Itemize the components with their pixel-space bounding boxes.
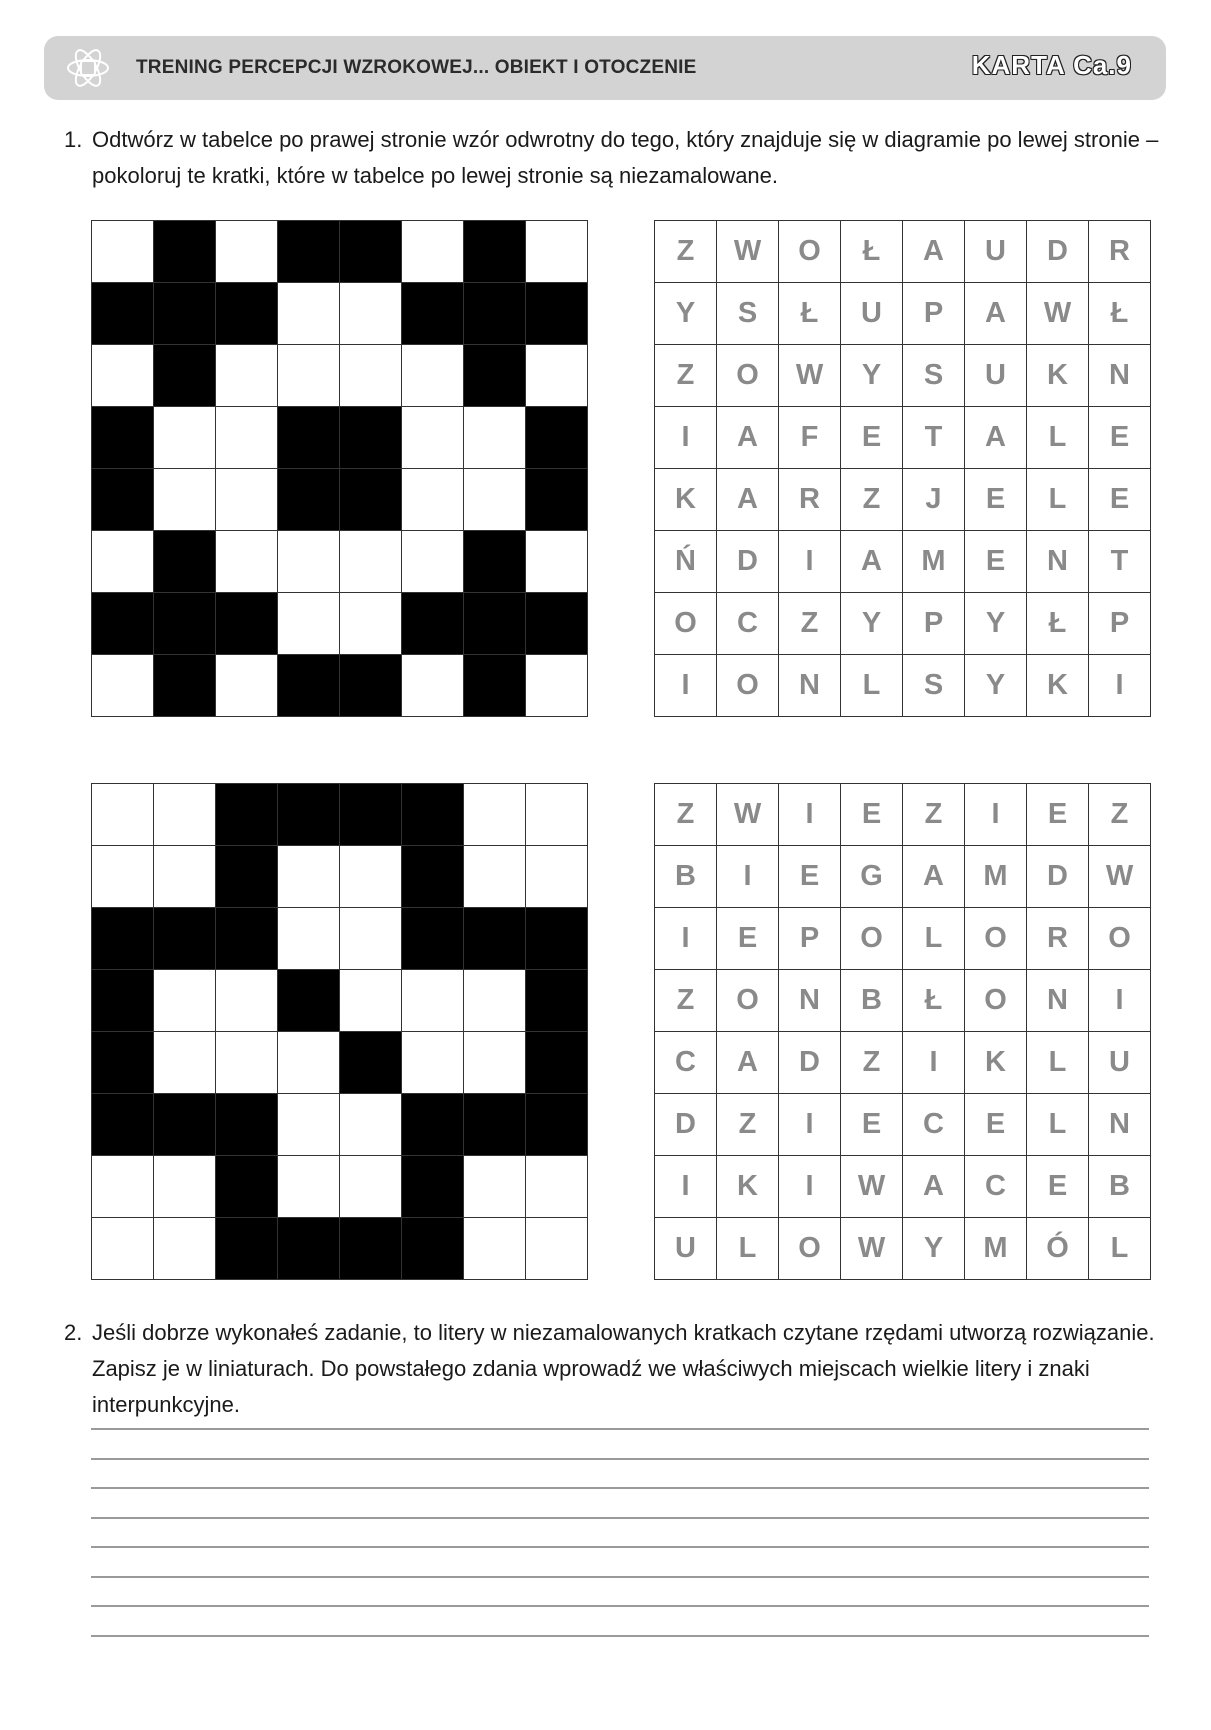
letter-cell[interactable]: E (841, 784, 903, 846)
letter-cell[interactable]: L (841, 655, 903, 717)
pattern-cell (464, 1218, 526, 1280)
pattern-cell (278, 407, 340, 469)
letter-cell[interactable]: E (717, 908, 779, 970)
letter-cell[interactable]: I (779, 531, 841, 593)
pattern-cell (92, 345, 154, 407)
letter-cell[interactable]: N (1089, 1094, 1151, 1156)
pattern-cell (154, 908, 216, 970)
letter-cell[interactable]: G (841, 846, 903, 908)
pattern-cell (92, 655, 154, 717)
letter-cell[interactable]: K (1027, 655, 1089, 717)
letter-cell[interactable]: D (779, 1032, 841, 1094)
letter-cell[interactable]: A (717, 1032, 779, 1094)
pattern-cell (340, 784, 402, 846)
letter-cell[interactable]: K (717, 1156, 779, 1218)
pattern-cell (92, 1156, 154, 1218)
letter-cell[interactable]: I (1089, 655, 1151, 717)
letter-cell[interactable]: C (717, 593, 779, 655)
pattern-cell (278, 908, 340, 970)
letter-cell[interactable]: W (841, 1156, 903, 1218)
answer-line[interactable] (91, 1487, 1149, 1489)
letter-cell[interactable]: B (841, 970, 903, 1032)
pattern-cell (340, 221, 402, 283)
pattern-cell (154, 1156, 216, 1218)
pattern-cell (154, 655, 216, 717)
letter-cell[interactable]: O (779, 1218, 841, 1280)
pattern-cell (154, 970, 216, 1032)
letter-cell[interactable]: S (903, 655, 965, 717)
pattern-cell (464, 846, 526, 908)
letter-cell[interactable]: P (1089, 593, 1151, 655)
letter-cell[interactable]: U (841, 283, 903, 345)
worksheet-title: TRENING PERCEPCJI WZROKOWEJ... OBIEKT I OTOCZENIE (136, 57, 697, 78)
pattern-cell (340, 283, 402, 345)
letter-cell[interactable]: W (1027, 283, 1089, 345)
pattern-cell (216, 345, 278, 407)
letter-cell[interactable]: D (1027, 221, 1089, 283)
pattern-cell (216, 221, 278, 283)
answer-line[interactable] (91, 1576, 1149, 1578)
letter-cell[interactable]: I (779, 1094, 841, 1156)
letter-cell[interactable]: W (1089, 846, 1151, 908)
letter-cell[interactable]: M (965, 846, 1027, 908)
task-2-number: 2. (64, 1320, 83, 1345)
pattern-cell (340, 345, 402, 407)
letter-cell[interactable]: J (903, 469, 965, 531)
letter-cell[interactable]: A (903, 221, 965, 283)
pattern-cell (216, 1032, 278, 1094)
pattern-cell (402, 784, 464, 846)
card-id: KARTA Ca.9 (971, 50, 1132, 80)
pattern-cell (402, 1218, 464, 1280)
pattern-cell (154, 469, 216, 531)
letter-cell[interactable]: W (717, 221, 779, 283)
letter-cell[interactable]: Y (965, 655, 1027, 717)
pattern-cell (154, 531, 216, 593)
letter-cell[interactable]: Y (655, 283, 717, 345)
pattern-cell (526, 784, 588, 846)
letter-cell[interactable]: P (903, 283, 965, 345)
pattern-cell (216, 1094, 278, 1156)
answer-line[interactable] (91, 1428, 1149, 1430)
pattern-cell (340, 531, 402, 593)
pattern-cell (92, 283, 154, 345)
letter-cell[interactable]: W (779, 345, 841, 407)
pattern-cell (340, 655, 402, 717)
letter-cell[interactable]: O (717, 655, 779, 717)
pattern-cell (278, 846, 340, 908)
letter-cell[interactable]: N (1027, 531, 1089, 593)
letter-cell[interactable]: D (717, 531, 779, 593)
pattern-cell (92, 593, 154, 655)
pattern-cell (526, 531, 588, 593)
letter-cell[interactable]: L (1027, 1094, 1089, 1156)
pattern-cell (464, 1156, 526, 1218)
letter-cell[interactable]: W (717, 784, 779, 846)
pattern-cell (402, 846, 464, 908)
pattern-cell (278, 784, 340, 846)
pattern-cell (92, 970, 154, 1032)
pattern-cell (464, 531, 526, 593)
letter-cell[interactable]: Z (655, 345, 717, 407)
letter-cell[interactable]: B (1089, 1156, 1151, 1218)
pattern-cell (464, 221, 526, 283)
letter-cell[interactable]: E (841, 407, 903, 469)
pattern-cell (216, 469, 278, 531)
letter-cell[interactable]: O (655, 593, 717, 655)
letter-cell[interactable]: A (841, 531, 903, 593)
letter-cell[interactable]: A (903, 1156, 965, 1218)
pattern-cell (278, 1218, 340, 1280)
letter-cell[interactable]: F (779, 407, 841, 469)
letter-cell[interactable]: Z (841, 469, 903, 531)
pattern-cell (216, 1156, 278, 1218)
pattern-cell (464, 1094, 526, 1156)
pattern-cell (402, 908, 464, 970)
pattern-cell (216, 283, 278, 345)
pattern-cell (278, 1032, 340, 1094)
pattern-cell (278, 593, 340, 655)
pattern-cell (278, 1156, 340, 1218)
letter-cell[interactable]: T (903, 407, 965, 469)
task-1-number: 1. (64, 127, 83, 152)
letter-cell[interactable]: R (779, 469, 841, 531)
letter-cell[interactable]: O (717, 970, 779, 1032)
pattern-cell (464, 407, 526, 469)
pattern-cell (278, 221, 340, 283)
pattern-cell (92, 908, 154, 970)
letter-cell[interactable]: A (965, 283, 1027, 345)
answer-line[interactable] (91, 1458, 1149, 1460)
pattern-cell (340, 970, 402, 1032)
pattern-cell (402, 655, 464, 717)
pattern-cell (92, 846, 154, 908)
letter-cell[interactable]: N (1089, 345, 1151, 407)
pattern-cell (216, 531, 278, 593)
letter-cell[interactable]: O (717, 345, 779, 407)
pattern-cell (340, 846, 402, 908)
letter-cell[interactable]: L (717, 1218, 779, 1280)
letter-cell[interactable]: E (1089, 407, 1151, 469)
letter-grid-1 (654, 220, 1151, 717)
pattern-cell (154, 593, 216, 655)
pattern-cell (216, 846, 278, 908)
pattern-cell (278, 345, 340, 407)
pattern-cell (402, 531, 464, 593)
pattern-cell (154, 407, 216, 469)
letter-cell[interactable]: A (965, 407, 1027, 469)
pattern-cell (340, 908, 402, 970)
pattern-cell (92, 1032, 154, 1094)
letter-cell[interactable]: Ń (655, 531, 717, 593)
pattern-cell (216, 970, 278, 1032)
letter-grid-2 (654, 783, 1151, 1280)
pattern-cell (402, 1156, 464, 1218)
letter-cell[interactable]: D (1027, 846, 1089, 908)
answer-line[interactable] (91, 1517, 1149, 1519)
letter-cell[interactable]: Y (903, 1218, 965, 1280)
letter-cell[interactable]: A (903, 846, 965, 908)
pattern-cell (402, 970, 464, 1032)
letter-cell[interactable]: C (965, 1156, 1027, 1218)
letter-cell[interactable]: E (965, 531, 1027, 593)
pattern-cell (154, 1032, 216, 1094)
letter-cell[interactable]: E (779, 846, 841, 908)
letter-cell[interactable]: Z (655, 784, 717, 846)
letter-cell[interactable]: I (655, 407, 717, 469)
pattern-cell (526, 846, 588, 908)
pattern-cell (526, 221, 588, 283)
letter-cell[interactable]: N (779, 655, 841, 717)
pattern-cell (526, 469, 588, 531)
letter-cell[interactable]: K (965, 1032, 1027, 1094)
pattern-cell (340, 407, 402, 469)
letter-cell[interactable]: Y (965, 593, 1027, 655)
pattern-cell (278, 970, 340, 1032)
letter-cell[interactable]: N (779, 970, 841, 1032)
pattern-cell (526, 407, 588, 469)
letter-cell[interactable]: L (1027, 469, 1089, 531)
letter-cell[interactable]: K (1027, 345, 1089, 407)
letter-cell[interactable]: B (655, 846, 717, 908)
letter-cell[interactable]: Z (655, 970, 717, 1032)
pattern-cell (464, 1032, 526, 1094)
pattern-cell (340, 593, 402, 655)
letter-cell[interactable]: M (965, 1218, 1027, 1280)
letter-cell[interactable]: Z (841, 1032, 903, 1094)
letter-cell[interactable]: D (655, 1094, 717, 1156)
letter-cell[interactable]: I (779, 1156, 841, 1218)
pattern-cell (340, 1156, 402, 1218)
letter-cell[interactable]: E (1089, 469, 1151, 531)
letter-cell[interactable]: N (1027, 970, 1089, 1032)
letter-cell[interactable]: L (1027, 1032, 1089, 1094)
letter-cell[interactable]: A (717, 407, 779, 469)
pattern-cell (92, 407, 154, 469)
letter-cell[interactable]: R (1027, 908, 1089, 970)
letter-cell[interactable]: P (903, 593, 965, 655)
letter-cell[interactable]: L (1089, 1218, 1151, 1280)
pattern-cell (154, 1094, 216, 1156)
letter-cell[interactable]: Y (841, 593, 903, 655)
pattern-cell (92, 1094, 154, 1156)
letter-cell[interactable]: I (655, 655, 717, 717)
letter-cell[interactable]: Z (779, 593, 841, 655)
letter-cell[interactable]: A (717, 469, 779, 531)
task-1 (60, 122, 1170, 202)
pattern-cell (216, 593, 278, 655)
pattern-cell (402, 283, 464, 345)
letter-cell[interactable]: C (655, 1032, 717, 1094)
pattern-cell (402, 407, 464, 469)
pattern-grid-1 (91, 220, 588, 717)
pattern-cell (526, 593, 588, 655)
pattern-cell (154, 784, 216, 846)
pattern-cell (526, 970, 588, 1032)
pattern-cell (92, 221, 154, 283)
pattern-cell (464, 908, 526, 970)
pattern-cell (154, 221, 216, 283)
pattern-cell (154, 846, 216, 908)
letter-cell[interactable]: Z (1089, 784, 1151, 846)
task-2 (60, 1315, 1170, 1435)
pattern-cell (216, 908, 278, 970)
letter-cell[interactable]: Z (655, 221, 717, 283)
pattern-cell (464, 345, 526, 407)
pattern-grid-2 (91, 783, 588, 1280)
page-header (44, 36, 1166, 100)
pattern-cell (402, 1094, 464, 1156)
letter-cell[interactable]: I (903, 1032, 965, 1094)
letter-cell[interactable]: E (1027, 784, 1089, 846)
pattern-cell (278, 531, 340, 593)
pattern-cell (154, 283, 216, 345)
pattern-cell (402, 1032, 464, 1094)
pattern-cell (526, 1218, 588, 1280)
letter-cell[interactable]: L (1027, 407, 1089, 469)
letter-cell[interactable]: Ł (1089, 283, 1151, 345)
answer-line[interactable] (91, 1605, 1149, 1607)
answer-line[interactable] (91, 1635, 1149, 1637)
pattern-cell (464, 970, 526, 1032)
letter-cell[interactable]: Ł (779, 283, 841, 345)
letter-cell[interactable]: L (903, 908, 965, 970)
pattern-cell (154, 1218, 216, 1280)
letter-cell[interactable]: Ó (1027, 1218, 1089, 1280)
letter-cell[interactable]: T (1089, 531, 1151, 593)
letter-cell[interactable]: I (717, 846, 779, 908)
pattern-cell (526, 908, 588, 970)
pattern-cell (278, 283, 340, 345)
letter-cell[interactable]: I (655, 1156, 717, 1218)
pattern-cell (402, 593, 464, 655)
pattern-cell (464, 655, 526, 717)
letter-cell[interactable]: W (841, 1218, 903, 1280)
pattern-cell (92, 469, 154, 531)
answer-line[interactable] (91, 1546, 1149, 1548)
pattern-cell (526, 655, 588, 717)
pattern-cell (402, 469, 464, 531)
letter-cell[interactable]: O (1089, 908, 1151, 970)
pattern-cell (340, 469, 402, 531)
pattern-cell (526, 345, 588, 407)
pattern-cell (464, 469, 526, 531)
pattern-cell (216, 407, 278, 469)
pattern-cell (216, 784, 278, 846)
letter-cell[interactable]: U (655, 1218, 717, 1280)
letter-cell[interactable]: E (965, 469, 1027, 531)
letter-cell[interactable]: U (965, 345, 1027, 407)
pattern-cell (340, 1032, 402, 1094)
letter-cell[interactable]: E (1027, 1156, 1089, 1218)
letter-cell[interactable]: E (965, 1094, 1027, 1156)
pattern-cell (402, 221, 464, 283)
task-2-instruction: Jeśli dobrze wykonałeś zadanie, to litery w niezamalowanych kratkach czytane rzędami utworzą rozwiązanie. Zapisz je w liniaturach. Do powstałego zdania wprowadź we właściwych miejscach wielkie litery i znaki interpunkcyjne. (92, 1320, 1155, 1417)
letter-cell[interactable]: I (965, 784, 1027, 846)
letter-cell[interactable]: Z (903, 784, 965, 846)
letter-cell[interactable]: O (779, 221, 841, 283)
letter-cell[interactable]: O (841, 908, 903, 970)
letter-cell[interactable]: R (1089, 221, 1151, 283)
pattern-cell (526, 283, 588, 345)
letter-cell[interactable]: C (903, 1094, 965, 1156)
pattern-cell (340, 1218, 402, 1280)
letter-cell[interactable]: I (655, 908, 717, 970)
pattern-cell (92, 1218, 154, 1280)
pattern-cell (278, 469, 340, 531)
letter-cell[interactable]: Z (717, 1094, 779, 1156)
pattern-cell (402, 345, 464, 407)
letter-cell[interactable]: I (1089, 970, 1151, 1032)
pattern-cell (526, 1032, 588, 1094)
letter-cell[interactable]: S (903, 345, 965, 407)
letter-cell[interactable]: K (655, 469, 717, 531)
pattern-cell (278, 1094, 340, 1156)
letter-cell[interactable]: O (965, 908, 1027, 970)
pattern-cell (216, 655, 278, 717)
pattern-cell (216, 1218, 278, 1280)
letter-cell[interactable]: E (841, 1094, 903, 1156)
letter-cell[interactable]: I (779, 784, 841, 846)
letter-cell[interactable]: Y (841, 345, 903, 407)
pattern-cell (92, 531, 154, 593)
letter-cell[interactable]: U (965, 221, 1027, 283)
pattern-cell (154, 345, 216, 407)
letter-cell[interactable]: Ł (1027, 593, 1089, 655)
pattern-cell (92, 784, 154, 846)
letter-cell[interactable]: Ł (903, 970, 965, 1032)
task-1-instruction: Odtwórz w tabelce po prawej stronie wzór odwrotny do tego, który znajduje się w diagramie po lewej stronie – pokoloruj te kratki, które w tabelce po lewej stronie są niezamalowane. (92, 127, 1159, 188)
pattern-cell (464, 784, 526, 846)
letter-cell[interactable]: Ł (841, 221, 903, 283)
atom-icon (64, 44, 112, 92)
pattern-cell (464, 283, 526, 345)
letter-cell[interactable]: S (717, 283, 779, 345)
pattern-cell (278, 655, 340, 717)
pattern-cell (526, 1156, 588, 1218)
pattern-cell (526, 1094, 588, 1156)
pattern-cell (464, 593, 526, 655)
letter-cell[interactable]: M (903, 531, 965, 593)
letter-cell[interactable]: U (1089, 1032, 1151, 1094)
letter-cell[interactable]: P (779, 908, 841, 970)
pattern-cell (340, 1094, 402, 1156)
letter-cell[interactable]: O (965, 970, 1027, 1032)
